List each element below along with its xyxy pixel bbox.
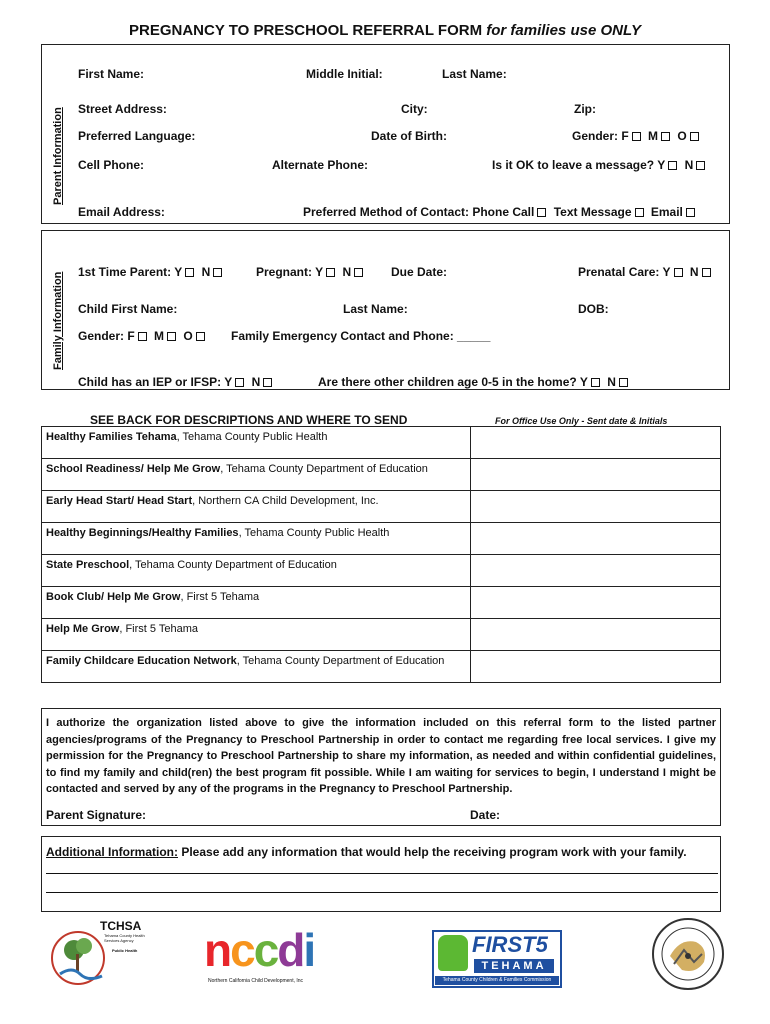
alternate-phone-field[interactable]: Alternate Phone: [272, 158, 369, 172]
tchsa-logo-subtext-2: Public Health [112, 948, 138, 953]
prenatal-care-no-label: N [689, 265, 699, 279]
program-name: Healthy Families Tehama [46, 431, 177, 443]
program-row [42, 491, 721, 523]
office-use-cell[interactable] [471, 523, 721, 555]
first5-logo-text [472, 932, 548, 958]
additional-info-label: Additional Information: [46, 845, 178, 859]
tchsa-logo-subtext: Tehama County Health Services Agency [104, 933, 145, 943]
leave-message-label: Is it OK to leave a message? [492, 158, 655, 172]
program-row [42, 619, 721, 651]
office-use-cell[interactable] [471, 619, 721, 651]
other-children-label: Are there other children age 0-5 in the home? [318, 375, 577, 389]
zip-field[interactable]: Zip: [574, 102, 596, 116]
pregnant-no-checkbox[interactable] [354, 268, 363, 277]
parent-gender-group [572, 129, 703, 143]
programs-heading: SEE BACK FOR DESCRIPTIONS AND WHERE TO SEND [90, 413, 408, 427]
program-row [42, 651, 721, 683]
due-date-field[interactable]: Due Date: [391, 265, 448, 279]
program-name: School Readiness/ Help Me Grow [46, 463, 221, 475]
parent-dob-field[interactable]: Date of Birth: [371, 129, 447, 143]
ncdi-logo-subtext: Northern California Child Development, Inc [208, 978, 304, 984]
program-organization: , Tehama County Department of Education [129, 559, 337, 571]
prenatal-care-no-checkbox[interactable] [702, 268, 711, 277]
first-time-parent-no-checkbox[interactable] [213, 268, 222, 277]
parent-signature-field[interactable]: Parent Signature: [46, 808, 147, 822]
program-name: Early Head Start/ Head Start [46, 495, 193, 507]
parent-gender-f-checkbox[interactable] [632, 132, 641, 141]
city-field[interactable]: City: [401, 102, 428, 116]
first5-tehama-banner: TEHAMA [474, 959, 554, 973]
child-gender-group [78, 329, 209, 343]
program-row [42, 587, 721, 619]
contact-phone-checkbox[interactable] [537, 208, 546, 217]
other-children-yes-checkbox[interactable] [591, 378, 600, 387]
parent-gender-o-label: O [677, 129, 687, 143]
first-time-parent-no-label: N [201, 265, 211, 279]
contact-text-label: Text Message [553, 205, 632, 219]
first-time-parent-yes-checkbox[interactable] [185, 268, 194, 277]
tchsa-logo-text: TCHSA [100, 919, 142, 933]
additional-info-box [41, 836, 721, 912]
county-seal [650, 916, 726, 992]
family-info-side-label: Family Information [52, 271, 64, 370]
first-time-parent-group [78, 265, 226, 279]
street-address-field[interactable]: Street Address: [78, 102, 167, 116]
ncdi-logo [202, 922, 328, 988]
other-children-no-checkbox[interactable] [619, 378, 628, 387]
program-name: Book Club/ Help Me Grow [46, 591, 181, 603]
program-row [42, 459, 721, 491]
child-gender-m-checkbox[interactable] [167, 332, 176, 341]
contact-text-checkbox[interactable] [635, 208, 644, 217]
child-dob-field[interactable]: DOB: [578, 302, 609, 316]
program-organization: , Tehama County Department of Education [220, 463, 428, 475]
program-organization: , First 5 Tehama [180, 591, 260, 603]
child-gender-label: Gender: [78, 329, 125, 343]
first-time-parent-yes-label: Y [174, 265, 183, 279]
prenatal-care-yes-checkbox[interactable] [674, 268, 683, 277]
iep-group [78, 375, 276, 389]
leave-message-yes-label: Y [657, 158, 666, 172]
county-seal-graphic [650, 916, 726, 992]
pregnant-no-label: N [342, 265, 352, 279]
program-name-cell [42, 459, 471, 491]
other-children-no-label: N [607, 375, 616, 389]
form-title-italic: for families use ONLY [486, 22, 642, 39]
program-organization: , Tehama County Public Health [176, 431, 328, 443]
program-row [42, 555, 721, 587]
prenatal-care-group [578, 265, 715, 279]
program-name: Help Me Grow [46, 623, 120, 635]
office-use-cell[interactable] [471, 587, 721, 619]
parent-gender-o-checkbox[interactable] [690, 132, 699, 141]
iep-yes-checkbox[interactable] [235, 378, 244, 387]
pregnant-label: Pregnant: [256, 265, 313, 279]
program-name-cell [42, 523, 471, 555]
signature-date-field[interactable]: Date: [470, 808, 501, 822]
child-first-name-field[interactable]: Child First Name: [78, 302, 178, 316]
leave-message-no-checkbox[interactable] [696, 161, 705, 170]
program-name: Healthy Beginnings/Healthy Families [46, 527, 239, 539]
child-gender-o-checkbox[interactable] [196, 332, 205, 341]
tchsa-logo [46, 916, 166, 996]
program-organization: , Tehama County Department of Education [236, 655, 445, 667]
contact-phone-label: Preferred Method of Contact: Phone Call [303, 205, 535, 219]
child-gender-f-checkbox[interactable] [138, 332, 147, 341]
pregnant-yes-label: Y [315, 265, 324, 279]
consent-box [41, 708, 721, 826]
first5-logo-subtext: Tehama County Children & Families Commission [435, 976, 559, 985]
child-gender-m-label: M [154, 329, 165, 343]
program-organization: , Tehama County Public Health [238, 527, 390, 539]
leave-message-yes-checkbox[interactable] [668, 161, 677, 170]
additional-info-heading [46, 845, 687, 859]
ncdi-logo-text: nccdi [204, 924, 315, 976]
program-name-cell [42, 587, 471, 619]
parent-info-side-label: Parent Information [52, 107, 64, 205]
parent-gender-m-label: M [648, 129, 659, 143]
programs-table [41, 426, 721, 683]
additional-info-line-1[interactable] [46, 873, 718, 874]
office-use-cell[interactable] [471, 427, 721, 459]
cell-phone-field[interactable]: Cell Phone: [78, 158, 145, 172]
contact-method-group [303, 205, 699, 219]
first5-number: 5 [535, 932, 548, 957]
child-gender-o-label: O [183, 329, 193, 343]
first-name-field[interactable]: First Name: [78, 67, 145, 81]
emergency-contact-field[interactable]: Family Emergency Contact and Phone: _____ [231, 329, 491, 343]
office-use-cell[interactable] [471, 555, 721, 587]
prenatal-care-label: Prenatal Care: [578, 265, 660, 279]
office-use-cell[interactable] [471, 651, 721, 683]
program-organization: , First 5 Tehama [119, 623, 199, 635]
prenatal-care-yes-label: Y [662, 265, 671, 279]
program-name: State Preschool [46, 559, 130, 571]
consent-text: I authorize the organization listed above to give the information included on this referral form to the listed partner agencies/programs of the Pregnancy to Preschool Partnership in order to contact me regarding free local services. I give my permission for the Pregnancy to Preschool Partnership to share my information, as needed and within confidential guidelines, to find my family and child(ren) the best program fit possible. While I am waiting for services to begin, I understand I might be contacted and served by any of the programs in the Pregnancy to Preschool Partnership. [46, 717, 716, 795]
parent-gender-m-checkbox[interactable] [661, 132, 670, 141]
program-name-cell [42, 491, 471, 523]
pregnant-group [256, 265, 367, 279]
first5-logo [432, 930, 562, 988]
pregnant-yes-checkbox[interactable] [326, 268, 335, 277]
program-row [42, 523, 721, 555]
middle-initial-field[interactable]: Middle Initial: [306, 67, 383, 81]
email-address-field[interactable]: Email Address: [78, 205, 165, 219]
other-children-group [318, 375, 632, 389]
office-use-cell[interactable] [471, 459, 721, 491]
program-name: Family Childcare Education Network [46, 655, 237, 667]
program-organization: , Northern CA Child Development, Inc. [192, 495, 379, 507]
form-title [0, 22, 770, 39]
iep-yes-label: Y [224, 375, 233, 389]
iep-no-label: N [251, 375, 261, 389]
other-children-yes-label: Y [579, 375, 588, 389]
program-row [42, 427, 721, 459]
iep-no-checkbox[interactable] [263, 378, 272, 387]
contact-email-checkbox[interactable] [686, 208, 695, 217]
parent-gender-f-label: F [621, 129, 629, 143]
first5-word: FIRST [472, 932, 536, 957]
child-gender-f-label: F [127, 329, 135, 343]
program-name-cell [42, 427, 471, 459]
program-name-cell [42, 555, 471, 587]
preferred-language-field[interactable]: Preferred Language: [78, 129, 196, 143]
office-use-label: For Office Use Only - Sent date & Initials [495, 416, 668, 426]
additional-info-text: Please add any information that would help the receiving program work with your family. [181, 845, 687, 859]
program-name-cell [42, 619, 471, 651]
child-last-name-field[interactable]: Last Name: [343, 302, 408, 316]
iep-label: Child has an IEP or IFSP: [78, 375, 222, 389]
last-name-field[interactable]: Last Name: [442, 67, 507, 81]
hand-icon [438, 935, 468, 971]
program-name-cell [42, 651, 471, 683]
leave-message-no-label: N [684, 158, 694, 172]
form-title-main: PREGNANCY TO PRESCHOOL REFERRAL FORM [128, 22, 483, 39]
additional-info-line-2[interactable] [46, 892, 718, 893]
office-use-cell[interactable] [471, 491, 721, 523]
leave-message-group [492, 158, 709, 172]
parent-gender-label: Gender: [572, 129, 619, 143]
contact-email-label: Email [650, 205, 683, 219]
first-time-parent-label: 1st Time Parent: [78, 265, 172, 279]
